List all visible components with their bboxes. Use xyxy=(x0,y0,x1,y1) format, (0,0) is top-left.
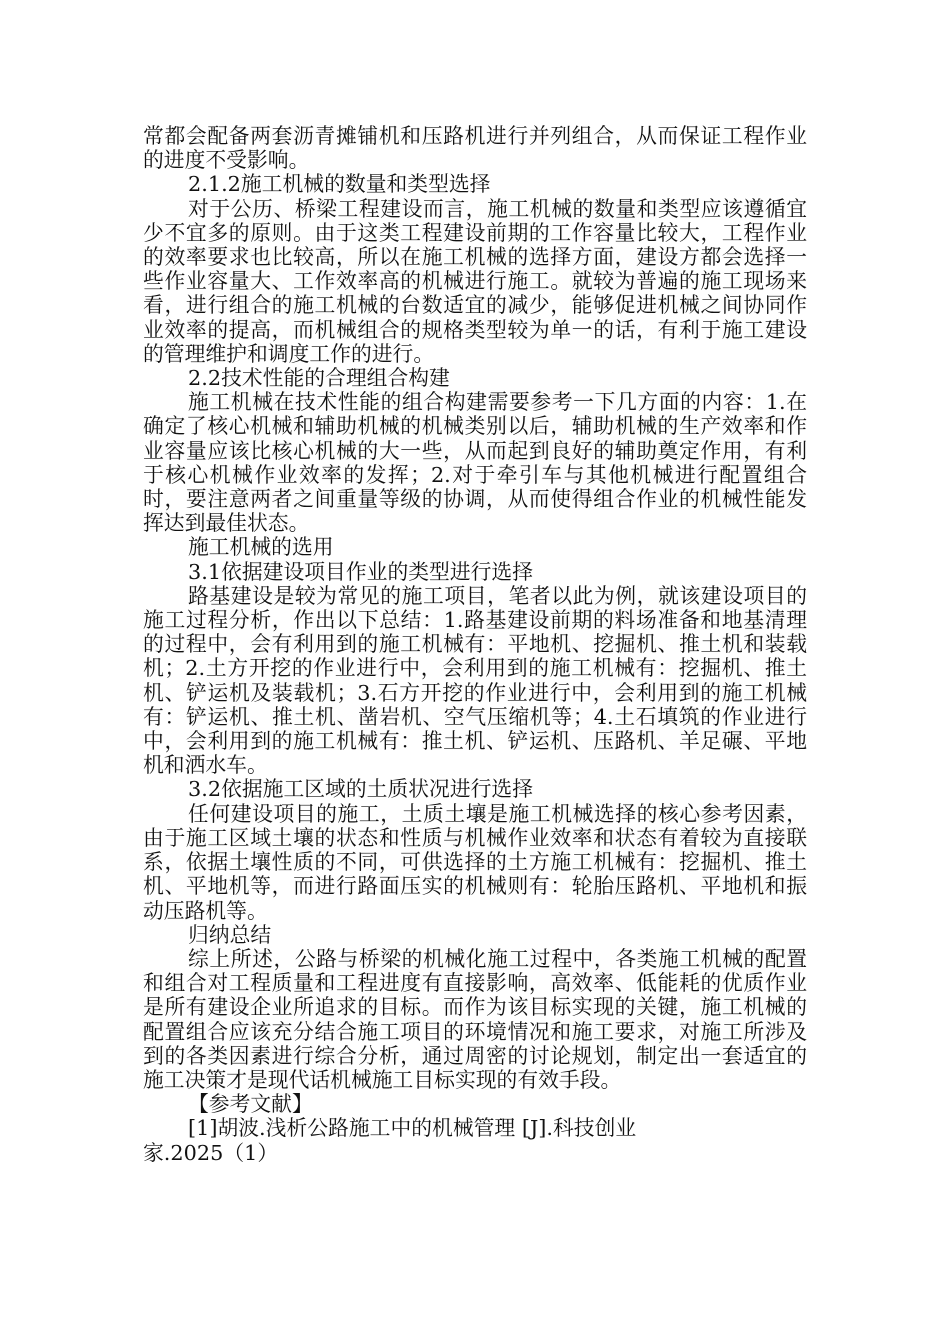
paragraph-intro-continuation: 常都会配备两套沥青摊铺机和压路机进行并列组合，从而保证工程作业的进度不受影响。 xyxy=(143,124,807,173)
paragraph-roadbed-construction: 路基建设是较为常见的施工项目，笔者以此为例，就该建设项目的施工过程分析，作出以下总结：1.路基建设前期的料场准备和地基清理的过程中，会有利用到的施工机械有：平地机、挖掘机、推土机和装载机；2.土方开挖的作业进行中，会利用到的施工机械有：挖掘机、推土机、铲运机及装载机；3.石方开挖的作业进行中，会利用到的施工机械有：铲运机、推土机、凿岩机、空气压缩机等；4.土石填筑的作业进行中，会利用到的施工机械有：推土机、铲运机、压路机、羊足碾、平地机和洒水车。 xyxy=(143,583,807,778)
document-body xyxy=(143,124,807,1165)
paragraph-soil-conditions: 任何建设项目的施工，土质土壤是施工机械选择的核心参考因素，由于施工区域土壤的状态和性质与机械作业效率和状态有着较为直接联系，依据土壤性质的不同，可供选择的土方施工机械有：挖掘机、推土机、平地机等，而进行路面压实的机械则有：轮胎压路机、平地机和振动压路机等。 xyxy=(143,801,807,923)
section-heading-machine-selection: 施工机械的选用 xyxy=(188,535,334,560)
paragraph-machine-quantity: 对于公历、桥梁工程建设而言，施工机械的数量和类型应该遵循宜少不宜多的原则。由于这类工程建设前期的工作容量比较大，工程作业的效率要求也比较高，所以在施工机械的选择方面，建设方都会选择一些作业容量大、工作效率高的机械进行施工。就较为普遍的施工现场来看，进行组合的施工机械的台数适宜的减少，能够促进机械之间协同作业效率的提高，而机械组合的规格类型较为单一的话，有利于施工建设的管理维护和调度工作的进行。 xyxy=(143,196,807,366)
section-heading-3-1: 3.1依据建设项目作业的类型进行选择 xyxy=(188,559,534,584)
paragraph-technical-performance: 施工机械在技术性能的组合构建需要参考一下几方面的内容：1.在确定了核心机械和辅助机械的机械类别以后，辅助机械的生产效率和作业容量应该比核心机械的大一些，从而起到良好的辅助奠定作用，有利于核心机械作业效率的发挥；2.对于牵引车与其他机械进行配置组合时，要注意两者之间重量等级的协调，从而使得组合作业的机械性能发挥达到最佳状态。 xyxy=(143,390,807,536)
references-heading: 【参考文献】 xyxy=(188,1092,313,1117)
section-heading-2-2: 2.2技术性能的合理组合构建 xyxy=(188,366,450,391)
paragraph-summary: 综上所述，公路与桥梁的机械化施工过程中，各类施工机械的配置和组合对工程质量和工程进度有直接影响，高效率、低能耗的优质作业是所有建设企业所追求的目标。而作为该目标实现的关键，施工机械的配置组合应该充分结合施工项目的环境情况和施工要求，对施工所涉及到的各类因素进行综合分析，通过周密的讨论规划，制定出一套适宜的施工决策才是现代话机械施工目标实现的有效手段。 xyxy=(143,946,807,1092)
reference-item-1-line-1: [1]胡波.浅析公路施工中的机械管理 [J].科技创业 xyxy=(188,1116,637,1141)
section-heading-2-1-2: 2.1.2施工机械的数量和类型选择 xyxy=(188,172,491,197)
reference-item-1-line-2: 家.2025（1） xyxy=(143,1140,279,1165)
section-heading-3-2: 3.2依据施工区域的土质状况进行选择 xyxy=(188,777,534,802)
section-heading-summary: 归纳总结 xyxy=(188,922,272,947)
